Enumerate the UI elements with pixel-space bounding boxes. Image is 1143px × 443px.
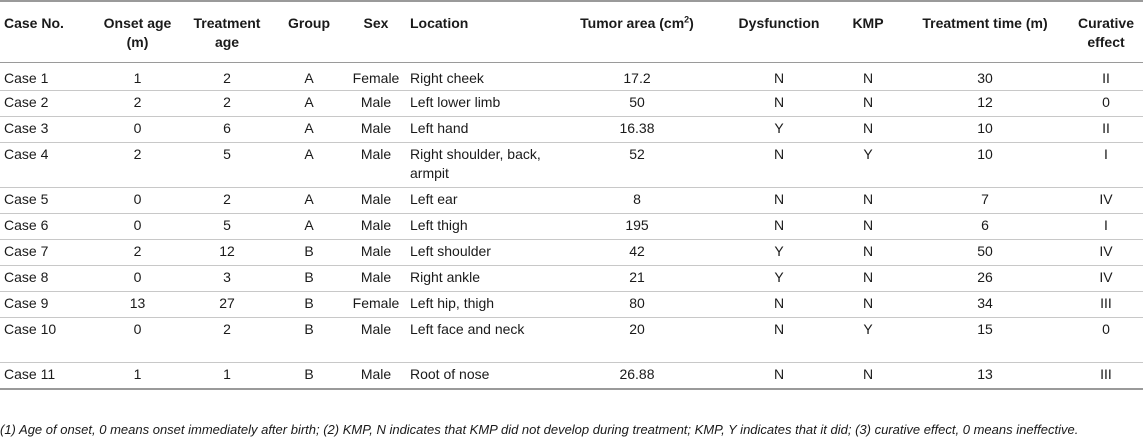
cell-treatment-age: 2	[182, 318, 272, 363]
cell-treatment-time: 34	[901, 292, 1069, 318]
cell-onset-age: 2	[93, 240, 182, 266]
header-group: Group	[272, 1, 346, 63]
cell-dysfunction: Y	[723, 266, 835, 292]
cell-treatment-time: 50	[901, 240, 1069, 266]
cell-group: B	[272, 363, 346, 389]
cell-treatment-time: 15	[901, 318, 1069, 363]
cell-location: Left lower limb	[406, 91, 551, 117]
cell-location: Right ankle	[406, 266, 551, 292]
cell-location: Left hip, thigh	[406, 292, 551, 318]
table-row	[0, 318, 1143, 363]
table-row	[0, 91, 1143, 117]
cell-sex: Male	[346, 188, 406, 214]
header-location: Location	[406, 1, 551, 63]
cell-dysfunction: Y	[723, 117, 835, 143]
cell-treatment-age: 12	[182, 240, 272, 266]
cell-sex: Female	[346, 63, 406, 91]
cell-treatment-age: 6	[182, 117, 272, 143]
cell-onset-age: 0	[93, 266, 182, 292]
table-row	[0, 214, 1143, 240]
cell-location: Left face and neck	[406, 318, 551, 363]
cell-group: B	[272, 240, 346, 266]
table-row	[0, 188, 1143, 214]
table-body	[0, 63, 1143, 389]
cell-treatment-time: 13	[901, 363, 1069, 389]
cell-sex: Male	[346, 266, 406, 292]
cell-tumor-area: 20	[551, 318, 723, 363]
cell-treatment-age: 5	[182, 143, 272, 188]
table-header	[0, 1, 1143, 63]
cell-location: Left ear	[406, 188, 551, 214]
cell-group: A	[272, 143, 346, 188]
cell-treatment-time: 10	[901, 143, 1069, 188]
cell-group: A	[272, 188, 346, 214]
cell-curative-effect: 0	[1069, 91, 1143, 117]
header-sex: Sex	[346, 1, 406, 63]
cell-curative-effect: II	[1069, 117, 1143, 143]
header-tumor-area-end: )	[689, 15, 694, 31]
cell-treatment-age: 2	[182, 63, 272, 91]
cell-onset-age: 2	[93, 143, 182, 188]
cell-sex: Male	[346, 363, 406, 389]
cell-group: B	[272, 266, 346, 292]
cell-onset-age: 0	[93, 318, 182, 363]
cell-sex: Male	[346, 91, 406, 117]
header-onset-age: Onset age (m)	[93, 1, 182, 63]
cell-group: B	[272, 292, 346, 318]
cell-curative-effect: III	[1069, 292, 1143, 318]
cell-case-no: Case 5	[0, 188, 93, 214]
cell-treatment-age: 1	[182, 363, 272, 389]
cell-case-no: Case 7	[0, 240, 93, 266]
cell-tumor-area: 52	[551, 143, 723, 188]
cell-treatment-age: 27	[182, 292, 272, 318]
header-row	[0, 1, 1143, 63]
table-row	[0, 266, 1143, 292]
cell-location: Root of nose	[406, 363, 551, 389]
table-row	[0, 63, 1143, 91]
cell-dysfunction: N	[723, 63, 835, 91]
cell-group: B	[272, 318, 346, 363]
cell-kmp: N	[835, 292, 901, 318]
table-footnote: (1) Age of onset, 0 means onset immediately after birth; (2) KMP, N indicates that KMP did not develop during treatment; KMP, Y indicates that it did; (3) curative effect, 0 means ineffective.	[0, 422, 1079, 437]
cell-tumor-area: 26.88	[551, 363, 723, 389]
cell-sex: Female	[346, 292, 406, 318]
cell-dysfunction: N	[723, 91, 835, 117]
cell-case-no: Case 11	[0, 363, 93, 389]
cell-dysfunction: N	[723, 292, 835, 318]
cell-treatment-time: 12	[901, 91, 1069, 117]
cell-case-no: Case 10	[0, 318, 93, 363]
cell-kmp: N	[835, 363, 901, 389]
cell-tumor-area: 16.38	[551, 117, 723, 143]
cell-group: A	[272, 63, 346, 91]
cell-treatment-time: 7	[901, 188, 1069, 214]
cell-onset-age: 0	[93, 188, 182, 214]
cell-treatment-age: 5	[182, 214, 272, 240]
cell-kmp: N	[835, 240, 901, 266]
cell-dysfunction: N	[723, 143, 835, 188]
table-row	[0, 117, 1143, 143]
cell-curative-effect: I	[1069, 214, 1143, 240]
cell-kmp: N	[835, 266, 901, 292]
cell-location: Left thigh	[406, 214, 551, 240]
header-dysfunction: Dysfunction	[723, 1, 835, 63]
cell-kmp: N	[835, 91, 901, 117]
cell-onset-age: 0	[93, 214, 182, 240]
cell-kmp: Y	[835, 318, 901, 363]
cell-curative-effect: IV	[1069, 188, 1143, 214]
cell-case-no: Case 9	[0, 292, 93, 318]
table-row	[0, 143, 1143, 188]
cell-location: Right cheek	[406, 63, 551, 91]
cell-tumor-area: 8	[551, 188, 723, 214]
cell-case-no: Case 2	[0, 91, 93, 117]
table-row	[0, 363, 1143, 389]
cell-case-no: Case 4	[0, 143, 93, 188]
cell-group: A	[272, 117, 346, 143]
cell-curative-effect: III	[1069, 363, 1143, 389]
cell-kmp: N	[835, 188, 901, 214]
cell-location: Right shoulder, back, armpit	[406, 143, 551, 188]
cell-tumor-area: 80	[551, 292, 723, 318]
cell-treatment-time: 30	[901, 63, 1069, 91]
cell-onset-age: 0	[93, 117, 182, 143]
cell-sex: Male	[346, 318, 406, 363]
cell-kmp: N	[835, 214, 901, 240]
cell-treatment-age: 2	[182, 91, 272, 117]
header-treatment-age: Treatment age	[182, 1, 272, 63]
cell-kmp: Y	[835, 143, 901, 188]
cell-dysfunction: N	[723, 318, 835, 363]
cell-tumor-area: 17.2	[551, 63, 723, 91]
cell-dysfunction: N	[723, 188, 835, 214]
cell-group: A	[272, 214, 346, 240]
header-curative-effect: Curative effect	[1069, 1, 1143, 63]
cell-sex: Male	[346, 214, 406, 240]
cell-sex: Male	[346, 240, 406, 266]
cell-location: Left hand	[406, 117, 551, 143]
header-tumor-area	[551, 1, 723, 63]
cell-curative-effect: I	[1069, 143, 1143, 188]
cell-tumor-area: 21	[551, 266, 723, 292]
header-case-no: Case No.	[0, 1, 93, 63]
cell-dysfunction: N	[723, 363, 835, 389]
cell-kmp: N	[835, 63, 901, 91]
cell-curative-effect: IV	[1069, 266, 1143, 292]
cell-case-no: Case 1	[0, 63, 93, 91]
cell-sex: Male	[346, 117, 406, 143]
cell-treatment-age: 2	[182, 188, 272, 214]
header-tumor-area-text: Tumor area (cm	[580, 15, 685, 31]
cell-case-no: Case 3	[0, 117, 93, 143]
header-treatment-time: Treatment time (m)	[901, 1, 1069, 63]
header-tumor-area-sup: 2	[684, 14, 690, 25]
cell-tumor-area: 50	[551, 91, 723, 117]
cell-case-no: Case 8	[0, 266, 93, 292]
cell-tumor-area: 195	[551, 214, 723, 240]
cell-curative-effect: IV	[1069, 240, 1143, 266]
cell-onset-age: 2	[93, 91, 182, 117]
cell-curative-effect: II	[1069, 63, 1143, 91]
cell-dysfunction: Y	[723, 240, 835, 266]
cell-dysfunction: N	[723, 214, 835, 240]
cell-treatment-time: 26	[901, 266, 1069, 292]
cell-group: A	[272, 91, 346, 117]
cell-tumor-area: 42	[551, 240, 723, 266]
cell-curative-effect: 0	[1069, 318, 1143, 363]
cell-onset-age: 1	[93, 63, 182, 91]
header-kmp: KMP	[835, 1, 901, 63]
cell-onset-age: 1	[93, 363, 182, 389]
table-row	[0, 240, 1143, 266]
cell-kmp: N	[835, 117, 901, 143]
cell-case-no: Case 6	[0, 214, 93, 240]
cell-onset-age: 13	[93, 292, 182, 318]
cell-treatment-time: 10	[901, 117, 1069, 143]
cell-location: Left shoulder	[406, 240, 551, 266]
cell-treatment-time: 6	[901, 214, 1069, 240]
table-row	[0, 292, 1143, 318]
cell-sex: Male	[346, 143, 406, 188]
cell-treatment-age: 3	[182, 266, 272, 292]
